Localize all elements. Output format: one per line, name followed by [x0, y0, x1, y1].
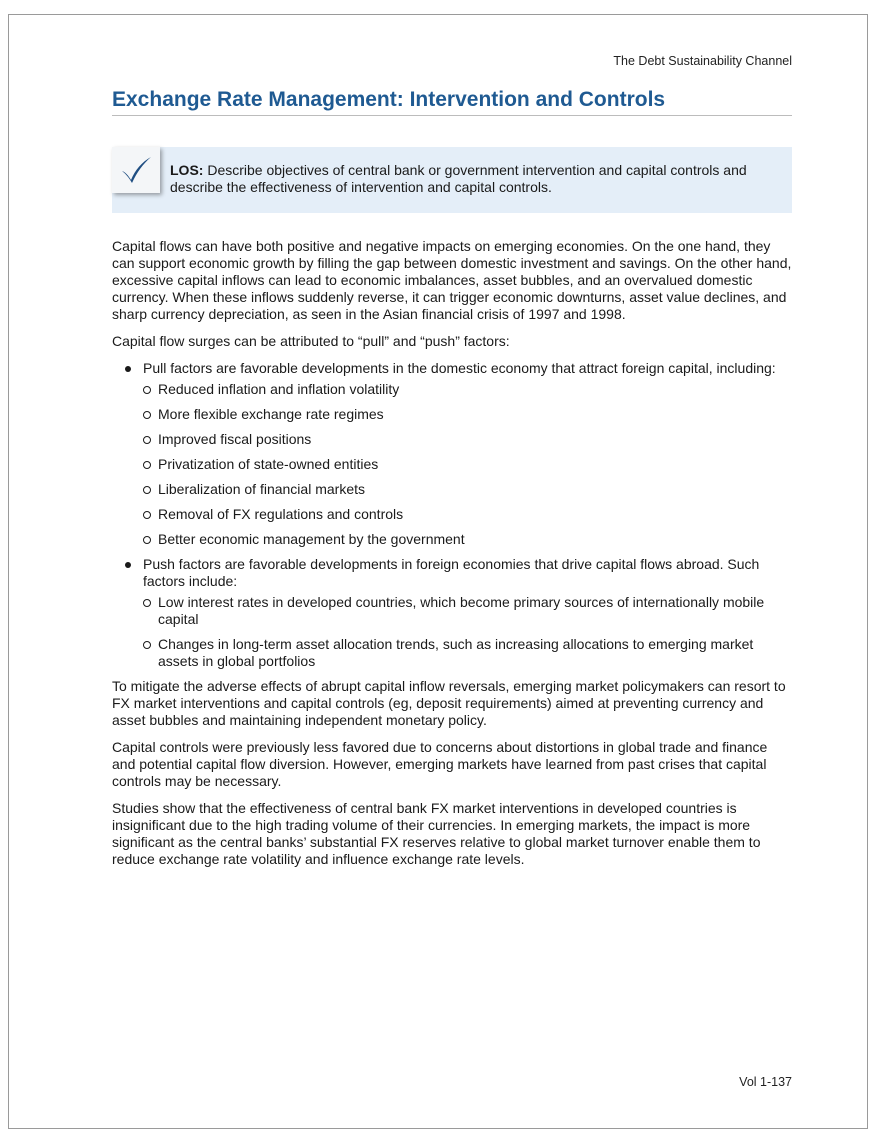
bullet-dot-icon: [125, 366, 131, 372]
bullet-circle-icon: [143, 461, 151, 469]
list-item: Reduced inflation and inflation volatility: [143, 381, 794, 398]
page-title: Exchange Rate Management: Intervention and Controls: [112, 88, 792, 116]
paragraph-factors-lead: Capital flow surges can be attributed to “pull” and “push” factors:: [112, 333, 510, 349]
paragraph-controls: Capital controls were previously less favored due to concerns about distortions in global trade and finance and potential capital flow diversion. However, emerging markets have learned from past crises that capital controls may be necessary.: [112, 739, 768, 789]
checkmark-tile: [112, 147, 160, 193]
bullet-circle-icon: [143, 641, 151, 649]
bullet-circle-icon: [143, 386, 151, 394]
bullet-circle-icon: [143, 536, 151, 544]
factors-list: [112, 360, 794, 670]
list-item-push: [112, 556, 794, 670]
running-header: The Debt Sustainability Channel: [613, 54, 792, 68]
los-description: Describe objectives of central bank or government intervention and capital controls and describe the effectiveness of intervention and capital controls.: [170, 162, 747, 195]
list-item: Privatization of state-owned entities: [143, 456, 794, 473]
list-item: Low interest rates in developed countries, which become primary sources of internationally mobile capital: [143, 594, 794, 628]
bullet-circle-icon: [143, 411, 151, 419]
paragraph-studies: Studies show that the effectiveness of central bank FX market interventions in developed countries is insignificant due to the high trading volume of their currencies. In emerging markets, the impact is more significant as the central banks’ substantial FX reserves relative to global market turnover enable them to reduce exchange rate volatility and influence exchange rate levels.: [112, 800, 761, 867]
paragraph-mitigate: To mitigate the adverse effects of abrupt capital inflow reversals, emerging market policymakers can resort to FX market interventions and capital controls (eg, deposit requirements) aimed at preventing currency and asset bubbles and maintaining independent monetary policy.: [112, 678, 786, 728]
los-label: LOS:: [170, 162, 204, 178]
bullet-circle-icon: [143, 599, 151, 607]
list-item: Changes in long-term asset allocation trends, such as increasing allocations to emerging market assets in global portfolios: [143, 636, 794, 670]
bullet-dot-icon: [125, 562, 131, 568]
bullet-circle-icon: [143, 436, 151, 444]
push-text: Push factors are favorable developments in foreign economies that drive capital flows abroad. Such factors include:: [143, 556, 760, 589]
list-item: More flexible exchange rate regimes: [143, 406, 794, 423]
list-item-pull: [112, 360, 794, 548]
los-box: [112, 147, 792, 213]
list-item: Improved fiscal positions: [143, 431, 794, 448]
bullet-circle-icon: [143, 511, 151, 519]
paragraph-intro: Capital flows can have both positive and negative impacts on emerging economies. On the one hand, they can support economic growth by filling the gap between domestic investment and savings. On the other hand, excessive capital inflows can lead to economic imbalances, asset bubbles, and an overvalued domestic currency. When these inflows suddenly reverse, it can trigger economic downturns, asset value declines, and sharp currency depreciation, as seen in the Asian financial crisis of 1997 and 1998.: [112, 238, 792, 322]
pull-sublist: [143, 381, 794, 548]
list-item: Removal of FX regulations and controls: [143, 506, 794, 523]
list-item: Liberalization of financial markets: [143, 481, 794, 498]
bullet-circle-icon: [143, 486, 151, 494]
page-number: Vol 1-137: [739, 1075, 792, 1089]
body-text: [112, 238, 794, 878]
list-item: Better economic management by the government: [143, 531, 794, 548]
los-text: [170, 162, 780, 196]
pull-text: Pull factors are favorable developments in the domestic economy that attract foreign capital, including:: [143, 360, 776, 376]
push-sublist: [143, 594, 794, 670]
checkmark-icon: [119, 155, 153, 185]
